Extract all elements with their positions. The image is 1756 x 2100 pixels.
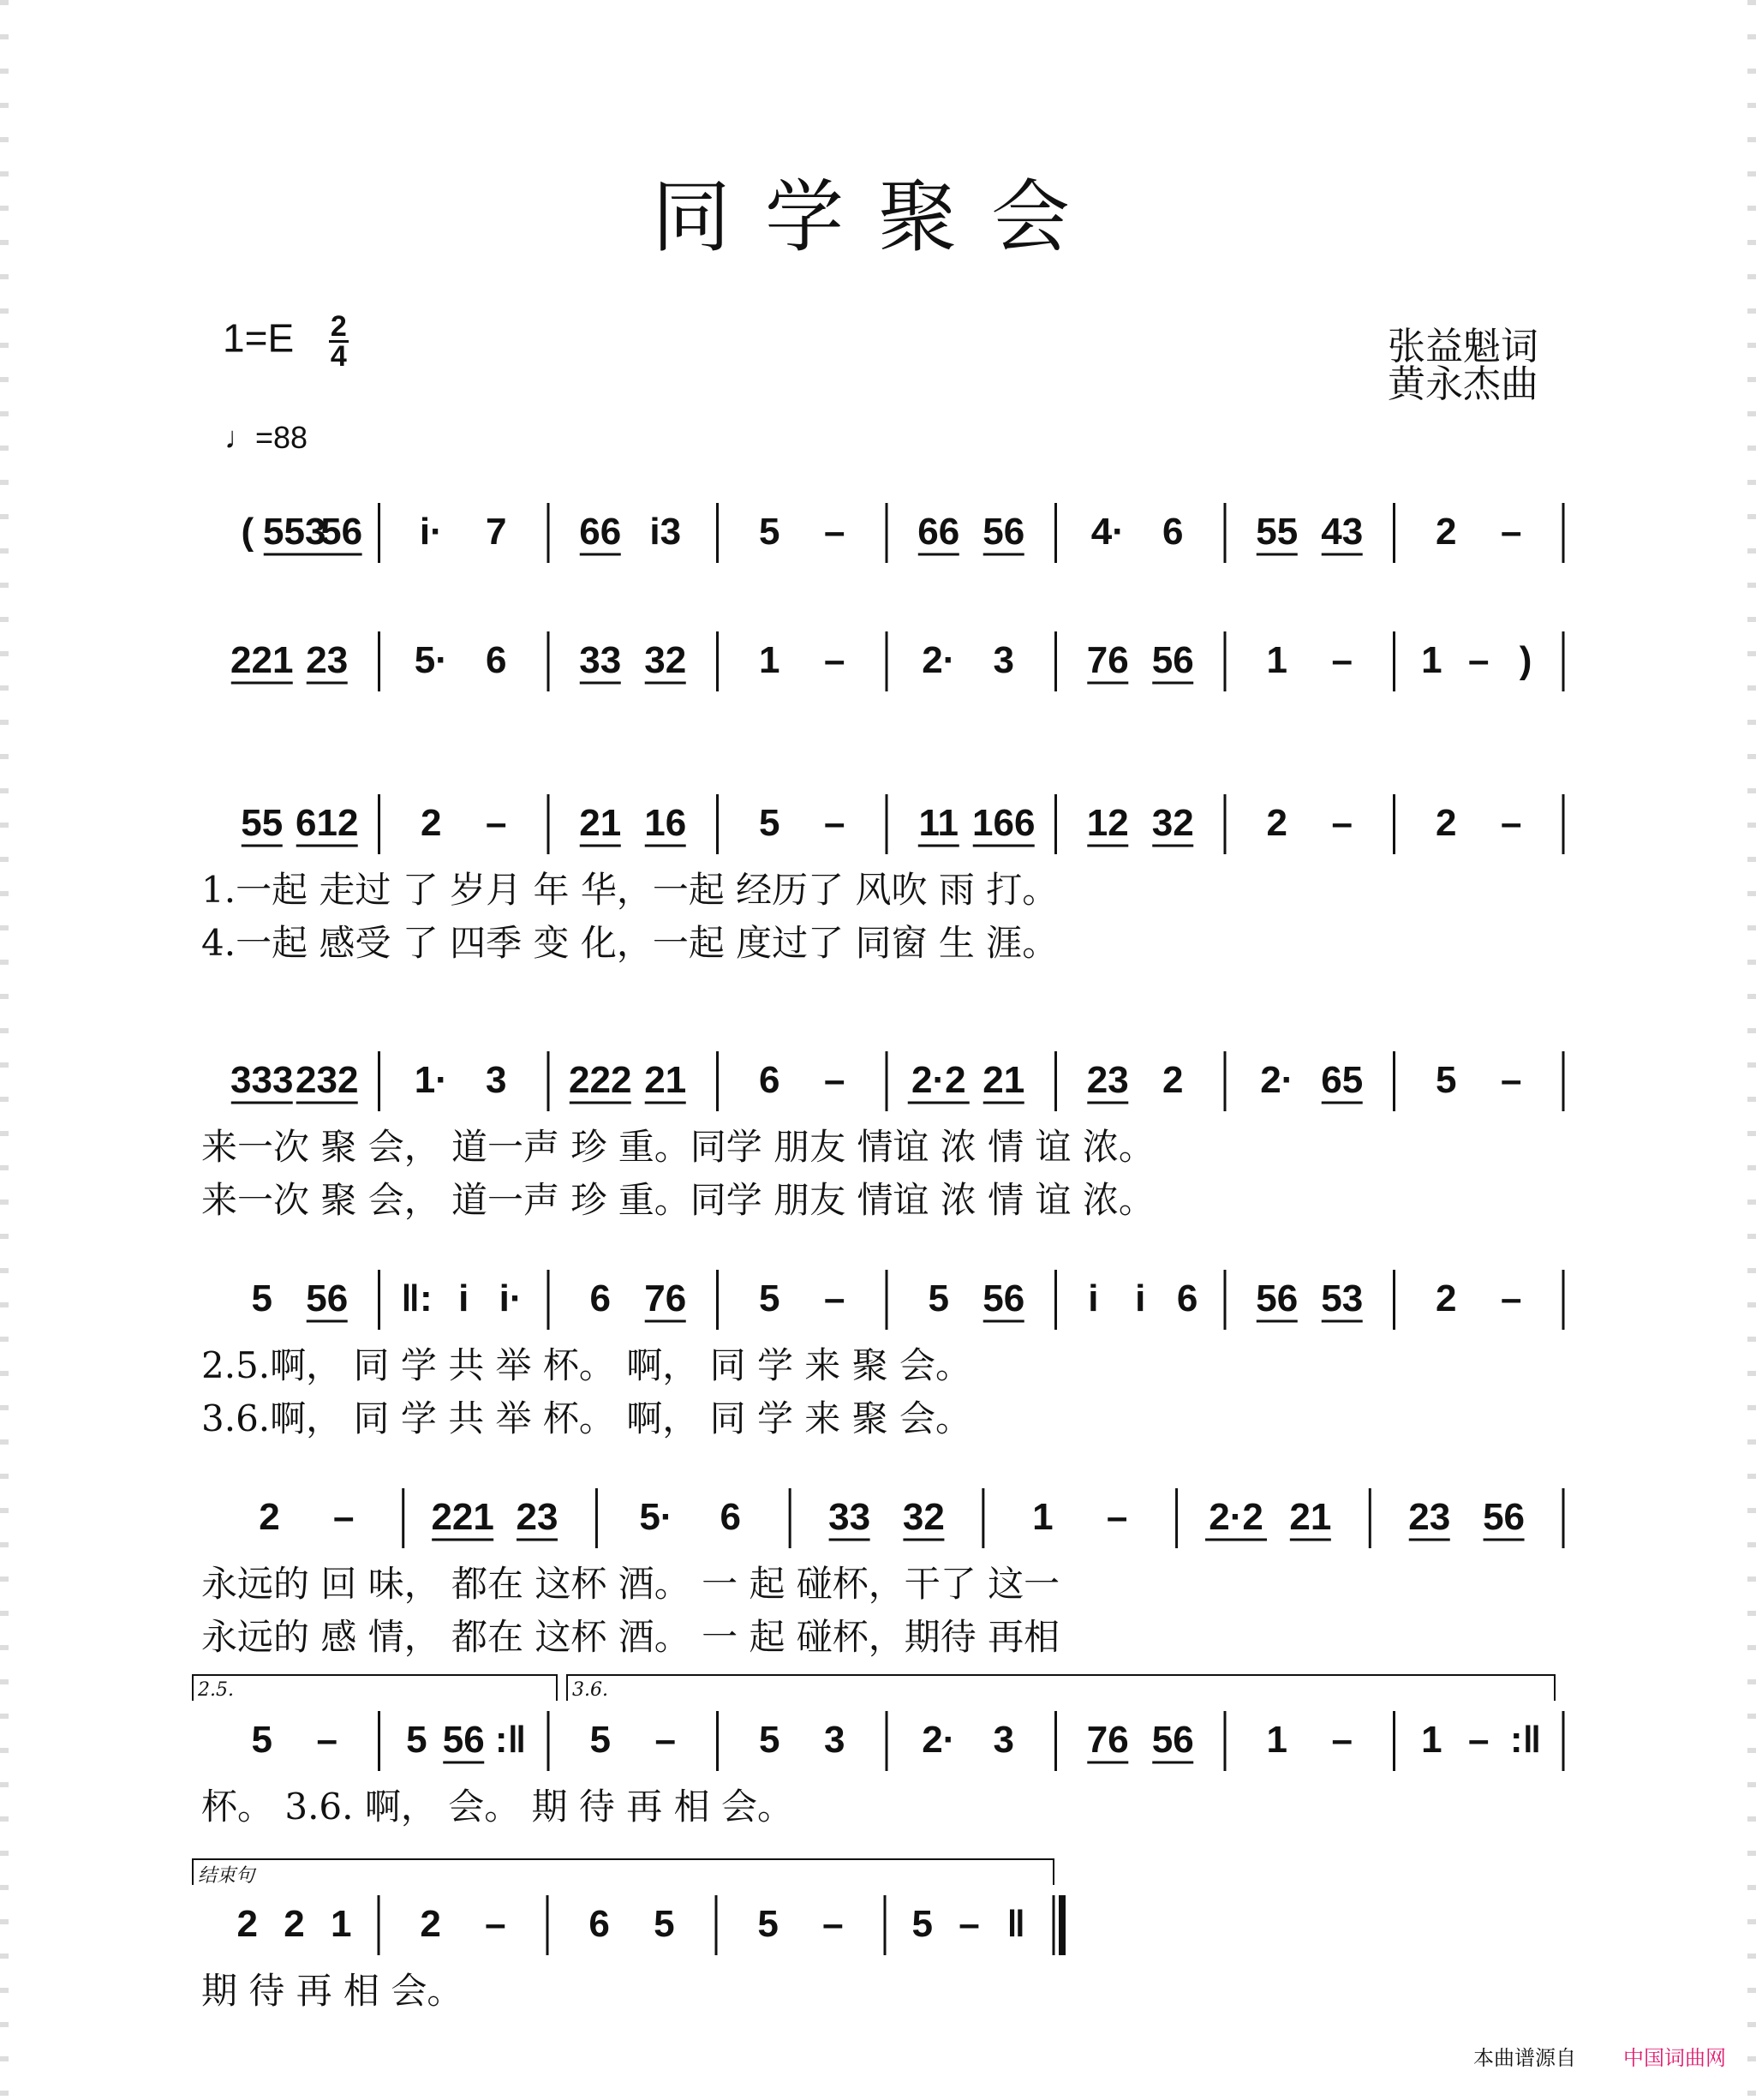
note-group: 55 (1256, 511, 1299, 553)
note-group: i· (499, 1277, 523, 1319)
note-group: 1 (1266, 639, 1288, 681)
note-group: 56 (1256, 1277, 1299, 1319)
note-group: 3 (993, 639, 1014, 681)
note-group: i· (419, 511, 443, 553)
note-group: – (333, 1496, 355, 1538)
note-group: 21 (983, 1059, 1025, 1101)
note-group: 5 (759, 802, 780, 844)
lyric-line: 永远的 回 味， 都在 这杯 酒。 一 起 碰杯，干了 这一 (201, 1563, 1060, 1605)
note-group: 333 (230, 1059, 294, 1101)
note-group: 2 (259, 1496, 280, 1538)
note-group: 66 (917, 511, 960, 553)
note-group: 3 (485, 1059, 507, 1101)
note-group: 56 (1151, 639, 1194, 681)
note-group: 1 (1421, 1719, 1442, 1761)
note-group: 56 (983, 1277, 1025, 1319)
note-group: 5 (654, 1903, 675, 1945)
note-group: – (1331, 639, 1353, 681)
note-group: 56 (983, 511, 1025, 553)
note-group: i (458, 1277, 469, 1319)
note-group: – (1500, 1277, 1522, 1319)
volta-bracket-1 (193, 1675, 557, 1701)
note-group: 2· (1260, 1059, 1294, 1101)
note-group: 166 (972, 802, 1036, 844)
lyric-line: 1.一起 走过 了 岁月 年 华，一起 经历了 风吹 雨 打。 (201, 869, 1059, 911)
note-group: 1 (330, 1903, 352, 1945)
note-group: 1· (414, 1059, 448, 1101)
note-group: 5 (251, 1277, 273, 1319)
note-group: 1 (1266, 1719, 1288, 1761)
note-group: 2·2 (1209, 1496, 1263, 1538)
note-group: 5· (639, 1496, 673, 1538)
note-group: :‖ (494, 1719, 527, 1761)
lyricist: 张益魁词 (1388, 325, 1538, 368)
note-group: 2·2 (911, 1059, 966, 1101)
note-group: – (1468, 639, 1490, 681)
note-group: 232 (296, 1059, 359, 1101)
note-group: 221 (431, 1496, 494, 1538)
note-group: – (1331, 802, 1353, 844)
note-group: 5 (759, 1719, 780, 1761)
note-group: 2· (922, 1719, 956, 1761)
note-group: 23 (516, 1496, 558, 1538)
song-title: 同学聚会 (651, 171, 1104, 263)
note-group: 5 (911, 1903, 934, 1945)
note-group: – (485, 802, 507, 844)
note-group: 222 (569, 1059, 632, 1101)
note-group: – (1500, 802, 1522, 844)
note-group: ) (1519, 639, 1532, 681)
note-group: 7 (485, 511, 507, 553)
volta-bracket-2 (567, 1675, 1555, 1701)
note-group: 5 (1436, 1059, 1457, 1101)
footer-source-label: 本曲谱源自 (1473, 2047, 1576, 2070)
note-group: 53 (1321, 1277, 1364, 1319)
note-group: 32 (1151, 802, 1194, 844)
note-group: 33 (579, 639, 622, 681)
lyric-line: 杯。 3.6. 啊， 会。 期 待 再 相 会。 (201, 1786, 793, 1828)
note-group: i (1135, 1277, 1146, 1319)
note-group: 2· (922, 639, 956, 681)
note-group: – (823, 511, 845, 553)
note-group: 76 (1086, 639, 1129, 681)
lyric-line: 3.6.啊， 同 学 共 举 杯。 啊， 同 学 来 聚 会。 (201, 1397, 972, 1439)
note-group: 2 (421, 802, 442, 844)
note-group: 2 (1162, 1059, 1184, 1101)
note-group: – (823, 639, 845, 681)
note-group: 1 (759, 639, 780, 681)
note-group: 5 (589, 1719, 612, 1761)
note-group: 5 (757, 1903, 779, 1945)
note-group: 553 (263, 511, 326, 553)
note-group: 2 (420, 1903, 441, 1945)
note-group: 5 (759, 1277, 780, 1319)
note-group: 2 (1436, 802, 1457, 844)
time-signature-top: 2 (330, 310, 347, 343)
note-group: 32 (644, 639, 687, 681)
volta-label-2: 3.6. (572, 1679, 608, 1701)
note-group: 21 (644, 1059, 687, 1101)
note-group: – (485, 1903, 506, 1945)
note-group: 55 (241, 802, 284, 844)
note-group: 5 (406, 1719, 427, 1761)
note-group: :‖ (1509, 1719, 1542, 1761)
note-group: – (823, 802, 845, 844)
note-group: 4· (1090, 511, 1125, 553)
note-group: – (316, 1719, 337, 1761)
lyric-line: 4.一起 感受 了 四季 变 化，一起 度过了 同窗 生 涯。 (201, 922, 1059, 964)
note-group: 56 (1151, 1719, 1194, 1761)
note-group: 66 (579, 511, 622, 553)
note-group: 2 (236, 1903, 259, 1945)
note-group: 5· (414, 639, 448, 681)
note-group: – (1468, 1719, 1490, 1761)
note-group: 56 (1483, 1496, 1526, 1538)
note-group: 65 (1321, 1059, 1364, 1101)
note-group: 23 (1086, 1059, 1129, 1101)
note-group: 221 (230, 639, 294, 681)
note-group: ‖ (1006, 1903, 1026, 1945)
note-group: 56 (442, 1719, 485, 1761)
ending-bracket (193, 1859, 1054, 1885)
lyric-line: 永远的 感 情， 都在 这杯 酒。 一 起 碰杯，期待 再相 (201, 1616, 1060, 1658)
note-group: 6 (720, 1496, 741, 1538)
note-group: 16 (644, 802, 687, 844)
key-text: 1=E (223, 315, 295, 361)
note-group: 32 (902, 1496, 945, 1538)
lyric-line: 来一次 聚 会， 道一声 珍 重。同学 朋友 情谊 浓 情 谊 浓。 (201, 1179, 1155, 1221)
ending-label: 结束句 (198, 1865, 255, 1887)
note-group: 12 (1086, 802, 1129, 844)
note-group: – (1500, 1059, 1522, 1101)
note-group: 6 (1176, 1277, 1198, 1319)
note-group: 33 (828, 1496, 871, 1538)
note-group: 2 (1436, 1277, 1457, 1319)
note-group: 1 (1032, 1496, 1054, 1538)
note-group: – (823, 1277, 845, 1319)
note-group: 2 (284, 1903, 305, 1945)
note-group: i (1088, 1277, 1099, 1319)
note-group: 76 (644, 1277, 687, 1319)
note-group: 612 (296, 802, 359, 844)
note-group: ( (241, 511, 254, 553)
note-group: – (654, 1719, 676, 1761)
note-group: – (959, 1903, 980, 1945)
note-group: 76 (1086, 1719, 1129, 1761)
note-group: 5 (251, 1719, 273, 1761)
note-group: 56 (306, 1277, 349, 1319)
note-group: 56 (320, 511, 363, 553)
note-group: 21 (579, 802, 622, 844)
note-group: 3 (823, 1719, 845, 1761)
footer-site-link[interactable]: 中国词曲网 (1623, 2047, 1726, 2070)
note-group: 6 (485, 639, 507, 681)
lyric-line: 期 待 再 相 会。 (201, 1970, 463, 2012)
volta-label-1: 2.5. (198, 1679, 234, 1701)
note-group: 6 (589, 1277, 612, 1319)
note-group: 5 (759, 511, 780, 553)
note-group: 5 (928, 1277, 950, 1319)
note-group: i3 (649, 511, 682, 553)
note-group: 21 (1289, 1496, 1332, 1538)
note-group: – (1106, 1496, 1128, 1538)
note-group: – (822, 1903, 844, 1945)
time-signature-bottom: 4 (330, 340, 347, 373)
note-group: 6 (1162, 511, 1184, 553)
note-group: – (1500, 511, 1522, 553)
note-group: ‖: (401, 1277, 433, 1319)
composer: 黄永杰曲 (1388, 362, 1538, 406)
note-group: 23 (306, 639, 349, 681)
note-group: 6 (759, 1059, 780, 1101)
note-group: 2 (1436, 511, 1457, 553)
lyric-line: 来一次 聚 会， 道一声 珍 重。同学 朋友 情谊 浓 情 谊 浓。 (201, 1126, 1155, 1168)
tempo-marking: ♩=88 (224, 420, 308, 455)
note-group: – (1331, 1719, 1353, 1761)
note-group: 11 (918, 802, 959, 844)
note-group: 3 (993, 1719, 1014, 1761)
note-group: – (823, 1059, 845, 1101)
note-group: 2 (1266, 802, 1288, 844)
note-group: 43 (1321, 511, 1364, 553)
note-group: 1 (1421, 639, 1442, 681)
lyric-line: 2.5.啊， 同 学 共 举 杯。 啊， 同 学 来 聚 会。 (201, 1344, 972, 1386)
note-group: 6 (588, 1903, 610, 1945)
note-group: 23 (1408, 1496, 1451, 1538)
